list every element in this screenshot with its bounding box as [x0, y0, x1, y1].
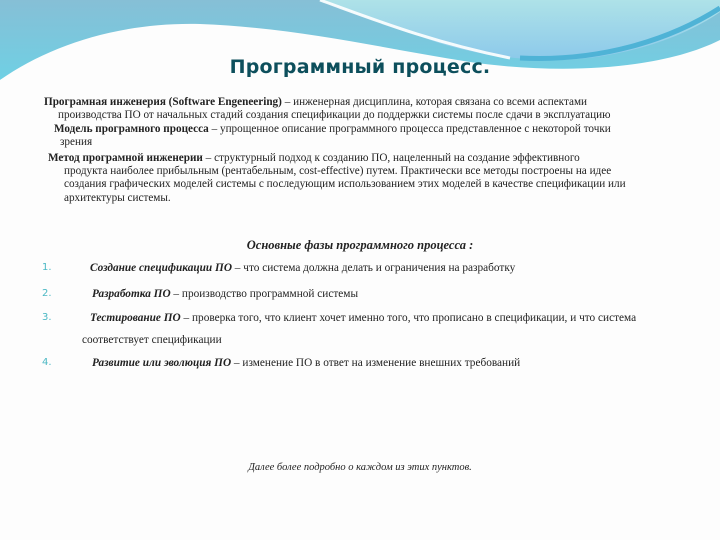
phase-term: Тестирование ПО: [90, 312, 181, 324]
definition-text: производства ПО от начальных стадий создания спецификации до поддержки системы после сдачи в эксплуатацию: [58, 109, 611, 122]
definition-term: Метод програмной инженерии: [48, 151, 203, 164]
definition-text: – структурный подход к созданию ПО, нацеленный на создание эффективного: [202, 151, 580, 164]
phases-heading: Основные фазы программного процесса :: [246, 238, 474, 252]
phase-term: Создание спецификации ПО: [90, 262, 232, 274]
footer-note: Далее более подробно о каждом из этих пунктов.: [248, 462, 472, 473]
list-number: 4.: [42, 357, 52, 368]
phase-description: – производство программной системы: [170, 288, 359, 300]
definition-process-model: [44, 123, 684, 150]
list-number: 3.: [42, 312, 52, 323]
phase-description: – что система должна делать и ограничения на разработку: [231, 262, 516, 274]
definition-software-engineering: [44, 96, 684, 123]
definition-text: продукта наиболее прибыльным (рентабельным, cost-effective) путем. Практически все методы построены на идее: [64, 165, 612, 178]
definition-term: Програмная инженерия (Software Engeneering): [44, 96, 282, 108]
phase-description-continuation: соответствует спецификации: [82, 334, 222, 346]
phase-description: – изменение ПО в ответ на изменение внешних требований: [231, 357, 521, 369]
definition-text: – упрощенное описание программного процесса представленное с некоторой точки: [208, 122, 611, 135]
definition-text: – инженерная дисциплина, которая связана со всеми аспектами: [281, 96, 588, 108]
list-number: 2.: [42, 288, 52, 299]
definition-engineering-method: [44, 152, 684, 206]
phase-description: – проверка того, что клиент хочет именно того, что прописано в спецификации, и что система: [180, 312, 637, 324]
definition-term: Модель програмного процесса: [54, 122, 209, 135]
definition-text: создания графических моделей системы с последующим использованием этих моделей в качестве спецификации или: [64, 178, 626, 191]
phase-term: Развитие или эволюция ПО: [92, 357, 232, 369]
definition-text: зрения: [60, 136, 93, 149]
phase-term: Разработка ПО: [92, 288, 171, 300]
definitions-block: [44, 96, 684, 205]
list-number: 1.: [42, 262, 52, 273]
slide-title: Программный процесс.: [229, 56, 491, 78]
definition-text: архитектуры системы.: [64, 191, 171, 204]
